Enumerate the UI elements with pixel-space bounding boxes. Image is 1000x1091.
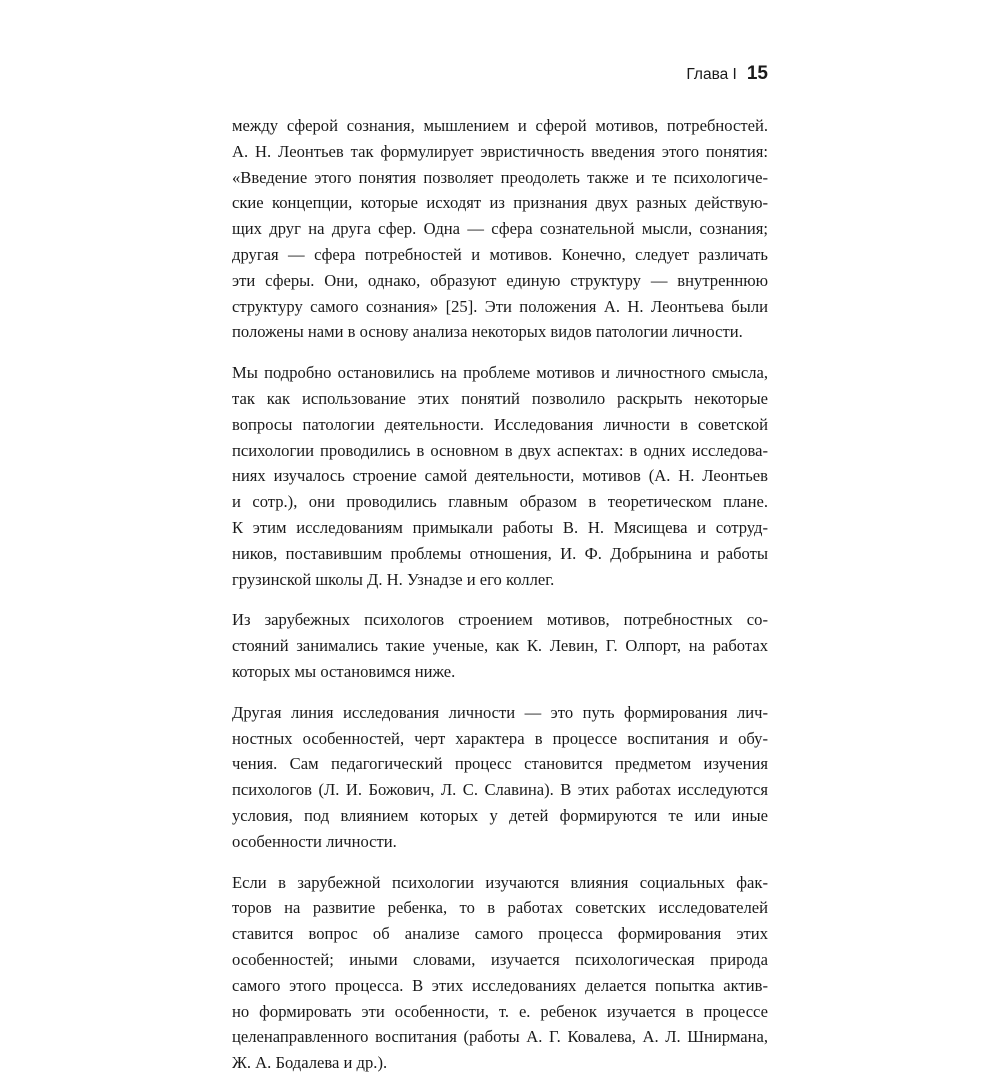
text-line: К этим исследованиям примыкали работы В. Н. Мясищева и сотруд-	[232, 517, 768, 537]
paragraph	[232, 360, 768, 592]
text-line: особенности личности.	[232, 831, 397, 851]
text-line: которых мы остановимся ниже.	[232, 661, 456, 681]
text-line: Мы подробно остановились на проблеме мотивов и личностного смысла,	[232, 363, 768, 383]
text-line: Если в зарубежной психологии изучаются влияния социальных фак-	[232, 872, 768, 892]
text-line: ставится вопрос об анализе самого процесса формирования этих	[232, 924, 768, 944]
text-line: целенаправленного воспитания (работы А. Г. Ковалева, А. Л. Шнирмана,	[232, 1027, 768, 1047]
text-line: грузинской школы Д. Н. Узнадзе и его коллег.	[232, 569, 555, 589]
text-line: и сотр.), они проводились главным образом в теоретическом плане.	[232, 492, 768, 512]
text-line: другая — сфера потребностей и мотивов. Конечно, следует различать	[232, 244, 768, 264]
text-line: А. Н. Леонтьев так формулирует эвристичность введения этого понятия:	[232, 141, 768, 161]
text-line: психологов (Л. И. Божович, Л. С. Славина). В этих работах исследуются	[232, 780, 768, 800]
text-line: «Введение этого понятия позволяет преодолеть также и те психологиче-	[232, 167, 768, 187]
text-line: стояний занимались такие ученые, как К. Левин, Г. Олпорт, на работах	[232, 636, 768, 656]
chapter-label: Глава I	[686, 66, 737, 83]
running-header	[686, 63, 768, 85]
text-line: ские концепции, которые исходят из признания двух разных действую-	[232, 193, 768, 213]
text-line: самого этого процесса. В этих исследованиях делается попытка актив-	[232, 975, 768, 995]
text-line: вопросы патологии деятельности. Исследования личности в советской	[232, 414, 768, 434]
text-line: торов на развитие ребенка, то в работах советских исследователей	[232, 898, 768, 918]
text-line: между сферой сознания, мышлением и сферой мотивов, потребностей.	[232, 116, 768, 135]
page-number: 15	[746, 63, 768, 84]
paragraph	[232, 870, 768, 1076]
text-line: чения. Сам педагогический процесс становится предметом изучения	[232, 754, 768, 774]
text-line: эти сферы. Они, однако, образуют единую структуру — внутреннюю	[232, 270, 768, 290]
text-line: но формировать эти особенности, т. е. ребенок изучается в процессе	[232, 1001, 768, 1021]
text-line: особенностей; иными словами, изучается психологическая природа	[232, 949, 768, 969]
paragraph	[232, 607, 768, 684]
text-line: ностных особенностей, черт характера в процессе воспитания и обу-	[232, 728, 768, 748]
text-line: Ж. А. Бодалева и др.).	[232, 1053, 388, 1073]
text-line: структуру самого сознания» [25]. Эти положения А. Н. Леонтьева были	[232, 296, 768, 316]
paragraph	[232, 700, 768, 855]
text-line: ниях изучалось строение самой деятельности, мотивов (А. Н. Леонтьев	[232, 466, 768, 486]
text-line: щих друг на друга сфер. Одна — сфера сознательной мысли, сознания;	[232, 219, 768, 239]
paragraph	[232, 113, 768, 345]
text-line: положены нами в основу анализа некоторых видов патологии личности.	[232, 322, 743, 342]
body-text	[232, 113, 768, 1091]
text-line: Другая линия исследования личности — это путь формирования лич-	[232, 702, 768, 722]
text-line: психологии проводились в основном в двух аспектах: в одних исследова-	[232, 440, 768, 460]
text-line: условия, под влиянием которых у детей формируются те или иные	[232, 805, 768, 825]
text-line: ников, поставившим проблемы отношения, И. Ф. Добрынина и работы	[232, 543, 768, 563]
text-line: так как использование этих понятий позволило раскрыть некоторые	[232, 388, 768, 408]
text-line: Из зарубежных психологов строением мотивов, потребностных со-	[232, 610, 768, 630]
